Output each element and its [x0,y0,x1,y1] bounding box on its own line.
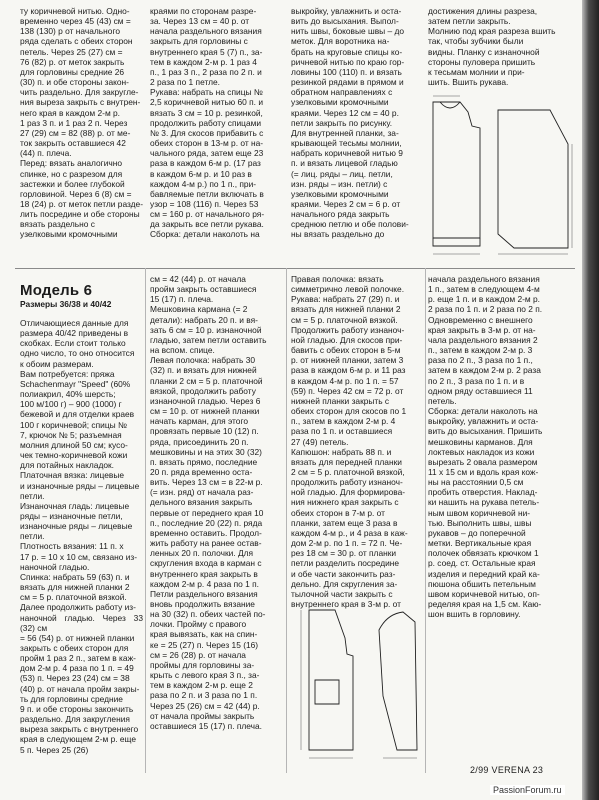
page-binding-edge [582,0,599,800]
top-text-column-1: ту коричневой нитью. Одно- временно через 45 (43) см = 138 (130) р от начального ряда сделать с обеих сторон петель. Через 25 (27) см = 76 (82) р. от меток закрыть для горловины средние 26 (30) п. и обе стороны закон- чить раздельно. Для закругле- ния выреза закрыть с внутрен- него края в каждом 2-м р. 1 раз 3 п. и 1 раз 2 п. Через 27 (29) см = 82 (88) р. от ме- ток закрыть оставшиеся 42 (44) п. плеча. Перед: вязать аналогично спинке, но с разрезом для застежки и более глубокой горловиной. Через 6 (8) см = 18 (24) р. от меток петли разде- лить посредине и обе стороны вязать раздельно с узелковыми кромочными [20,6,144,240]
model-heading: Модель 6 [20,282,93,299]
bottom-text-column-1: Отличающиеся данные для размера 40/42 приведены в скобках. Если стоит только одно число, то оно относится к обоим размерам. Вам потребуется: пряжа Schachenmayr "Speed" (60% полиакрил, 40% шерсть; 100 м/100 г) – 900 (1000) г бежевой и для отделки краев 100 г коричневой; спицы № 7, крючок № 5; разъемная молния длиной 50 см; кусо- чек темно-коричневой кожи для потайных накладок. Платочная вязка: лицевые и изнаночные ряды – лицевые петли. Изнаночная гладь: лицевые ряды – изнаночные петли, изнаночные ряды – лицевые петли. Плотность вязания: 11 п. х 17 р. = 10 х 10 см, связано из- наночной гладью. Спинка: набрать 59 (63) п. и вязать для нижней планки 2 см = 5 р. платочной вязкой. Далее продолжить работу из- наночной гладью. Через 33 (32) см = 56 (54) р. от нижней планки закрыть с обеих сторон для пройм 1 раз 2 п., затем в каж- дом 2-м р. 4 раза по 1 п. = 49 (53) п. Через 23 (24) см = 38 (40) р. от начала пройм закры- ть для горловины средние 9 п. и обе стороны закончить раздельно. Для закругления выреза закрыть с внутреннего края в следующем 2-м р. еще 5 п. Через 25 (26) [20,318,143,755]
sleeve-schematic [428,600,448,610]
pullover-schematic [428,88,576,258]
top-text-column-4: достижения длины разреза, затем петли закрыть. Молнию под края разреза вшить так, чтобы зубчики были видны. Планку с изнаночной стороны пуловера пришить к тесьмам молнии и при- шить. Вшить рукава. [428,6,556,88]
jacket-schematic [291,600,427,765]
top-text-column-3: выкройку, увлажнить и оста- вить до высыхания. Выпол- нить швы, боковые швы – до меток. Для воротника на- брать на круговые спицы ко- ричневой нитью по краю гор- ловины 100 (110) п. и вязать резинкой рядами в прямом и обратном направлениях с узелковыми кромочными краями. Через 12 см = 40 р. петли закрыть по рисунку. Для внутренней планки, за- крывающей тесьмы молнии, набрать коричневой нитью 9 п. и вязать лицевой гладью (= лиц. ряды – лиц. петли, изн. ряды – изн. петли) с узелковыми кромочными краями. Через 2 см = 6 р. от начального ряда закрыть среднюю петлю и обе полови- ны вязать раздельно до [291,6,409,240]
top-text-column-2: краями по сторонам разре- за. Через 13 см = 40 р. от начала раздельного вязания закрыть для горловины с внутреннего края 5 (7) п., за- тем в каждом 2-м р. 1 раз 4 п., 1 раз 3 п., 2 раза по 2 п. и 2 раза по 1 петле. Рукава: набрать на спицы № 2,5 коричневой нитью 60 п. и вязать 3 см = 10 р. резинкой, продолжить работу спицами № 3. Для скосов прибавить с обеих сторон в 13-м р. от на- чального ряда, затем еще 23 раза в каждом 6-м р. (17 раз в каждом 6-м р. и 10 раз в каждом 4-м р.) по 1 п., при- бавляемые петли включать в узор = 108 (116) п. Через 53 см = 160 р. от начального ря- да закрыть все петли рукава. Сборка: детали наколоть на [150,6,265,240]
page-footer: 2/99 VERENA 23 [470,765,544,775]
column-divider [286,268,287,773]
bottom-text-column-2: см = 42 (44) р. от начала пройм закрыть оставшиеся 15 (17) п. плеча. Мешковина кармана (= 2 детали): набрать 20 п. и вя- зать 6 см = 10 р. изнаночной гладью, затем петли оставить на вспом. спице. Левая полочка: набрать 30 (32) п. и вязать для нижней планки 2 см = 5 р. платочной вязкой, продолжить работу изнаночной гладью. Через 6 см = 10 р. от нижней планки начать карман, для этого провязать первые 10 (12) п. ряда, присоединить 20 п. мешковины и на этих 30 (32) п. вязать прямо, последние 20 п. ряда временно оста- вить. Через 13 см = в 22-м р. (= изн. ряд) от начала раз- дельного вязания закрыть первые от переднего края 10 п., последние 20 (22) п. ряда временно оставить. Продол- жить работу на ранее остав- ленных 20 п. полочки. Для скругления входа в карман с внутреннего края закрыть в каждом 2-м р. 4 раза по 1 п. Петли раздельного вязания вновь продолжить вязание на 30 (32) п. обеих частей по- лочки. Пройму с правого края вывязать, как на спин- ке = 25 (27) п. Через 15 (16) см = 26 (28) р. от начала проймы для горловины за- крыть с левого края 3 п., за- тем в каждом 2-м р. еще 2 раза по 2 п. и 3 раза по 1 п. Через 25 (26) см = 42 (44) р. от начала проймы закрыть оставшиеся 15 (17) п. плеча. [150,274,267,731]
bottom-text-column-4: начала раздельного вязания 1 п., затем в следующем 4-м р. еще 1 п. и в каждом 2-м р. 2 раза по 1 п. и 2 раза по 2 п. Одновременно с внешнего края закрыть в 3-м р. от на- чала раздельного вязания 2 п., затем в каждом 2-м р. 3 раза по 2 п., 3 раза по 1 п., затем в каждом 2-м р. 2 раза по 2 п., 3 раза по 1 п. и в одном ряду оставшиеся 11 петель. Сборка: детали наколоть на выкройку, увлажнить и оста- вить до высыхания. Пришить мешковины карманов. Для локтевых накладок из кожи вырезать 2 овала размером 11 х 15 см и вдоль края кож- ны на расстоянии 0,5 см пробить отверстия. Наклад- ки нашить на рукава петель- ным швом коричневой ни- тью. Выполнить швы, швы рукавов – до поперечной метки. Вертикальные края полочек обвязать крючком 1 р. соед. ст. Остальные края изделия и передний край ка- пюшона обшить петельным швом коричневой нитью, оп- ределяя края на 1,5 см. Каю- шон вшить в горловину. [428,274,543,620]
section-divider [15,268,575,269]
bottom-text-column-3: Правая полочка: вязать симметрично левой полочке. Рукава: набрать 27 (29) п. и вязать для нижней планки 2 см = 5 р. платочной вязкой. Продолжить работу изнаноч- ной гладью. Для скосов при- бавить с обеих сторон в 5-м р. от нижней планки, затем 3 раза в каждом 6-м р. и 11 раз в каждом 4-м р. по 1 п. = 57 (59) п. Через 42 см = 72 р. от нижней планки закрыть с обеих сторон для скосов по 1 п., затем в каждом 2-м р. 4 раза по 1 п. и оставшиеся 27 (49) петель. Капюшон: набрать 88 п. и вязать для передней планки 2 см = 5 р. платочной вязкой, продолжить работу изнаноч- ной гладью. Для формирова- ния нижнего края закрыть с обеих сторон в 7-м р. от планки, затем еще 3 раза в каждом 4-м р., и 4 раза в каж- дом 2-м р. по 1 п. = 72 п. Че- рез 18 см = 30 р. от планки петли разделить посредине и обе части закончить раз- дельно. Для скругления за- тылочной части закрыть с внутреннего края в 3-м р. от [291,274,408,609]
column-divider [145,268,146,773]
watermark: PassionForum.ru [490,785,565,795]
model-sizes: Размеры 36/38 и 40/42 [20,299,112,309]
